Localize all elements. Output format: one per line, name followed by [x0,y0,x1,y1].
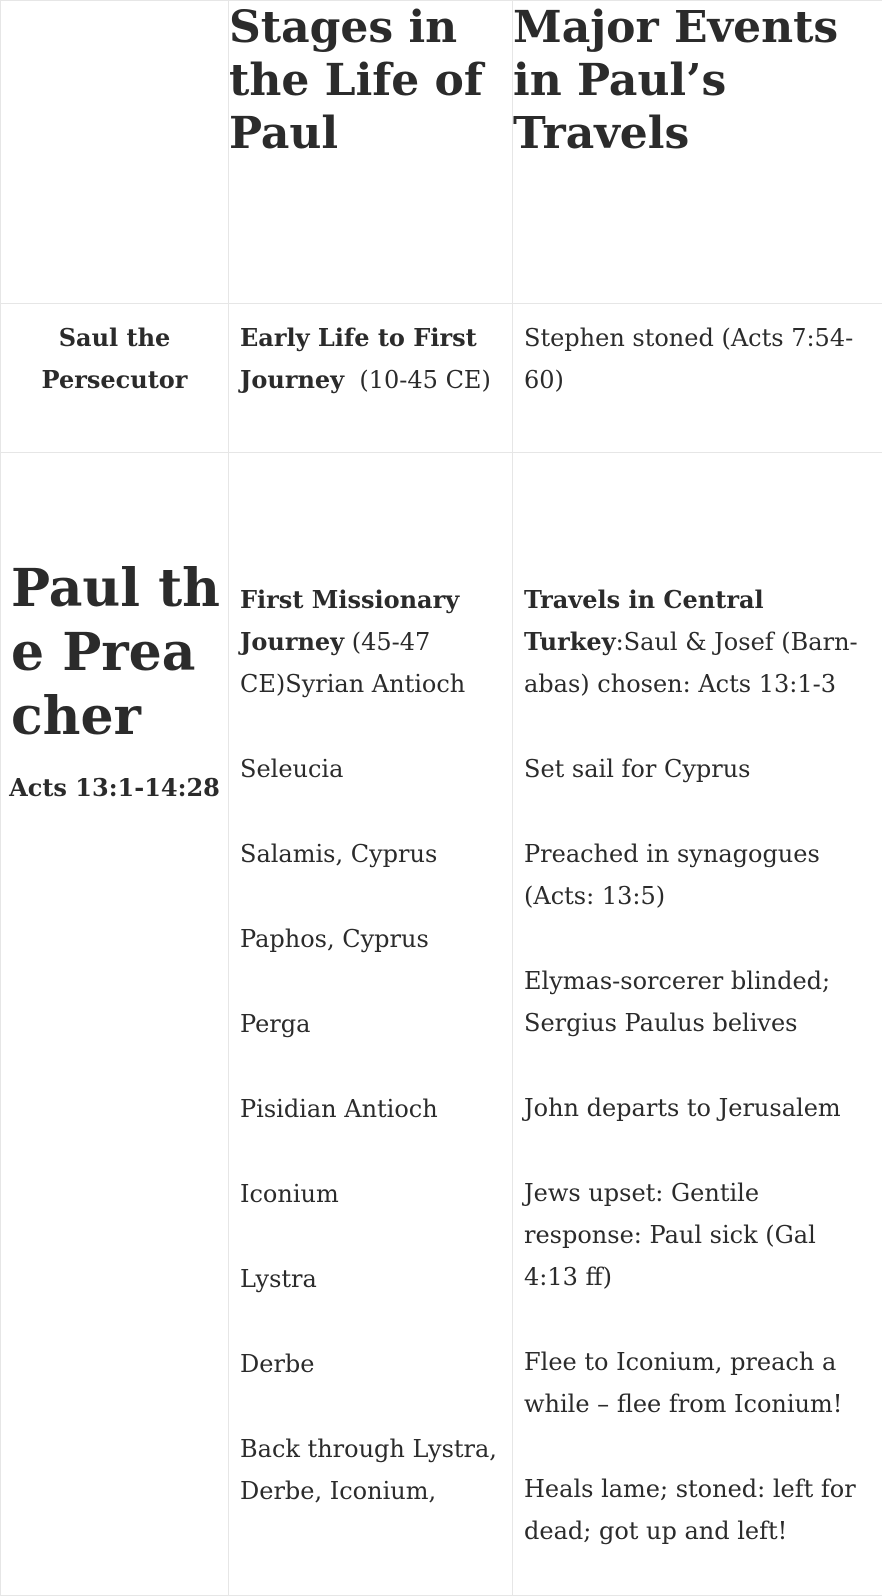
event-item: Heals lame; stoned: left for dead; got up and left! [524,1468,872,1552]
header-cell-stages [229,1,513,304]
paul-reference: Acts 13:1-14:28 [1,767,228,809]
header-row [1,1,882,304]
saul-stage-dates: (10-45 CE) [344,366,491,394]
saul-event: Stephen stoned (Acts 7:54-60) [513,304,882,401]
paul-stages-list [229,453,512,1512]
saul-label-line1: Saul the [59,323,171,352]
paul-stage-title: First Missionary Journey [240,585,459,656]
saul-stage [229,304,512,401]
paul-events-list [513,453,882,1552]
saul-row [1,304,882,453]
event-item: Flee to Iconium, preach a while – flee from Iconium! [524,1341,872,1425]
event-item: Preached in synagogues (Acts: 13:5) [524,833,872,917]
place-item: Iconium [240,1173,502,1215]
paul-event-title: Travels in Central Turkey [524,585,764,656]
event-item: Elymas-sorcerer blinded; Sergius Paulus belives [524,960,872,1044]
saul-stage-cell [229,304,513,453]
paul-events-cell [513,453,882,1596]
place-item: Seleucia [240,748,502,790]
paul-stage-first [240,579,502,705]
saul-event-cell [513,304,882,453]
paul-stages-cell [229,453,513,1596]
paul-event-first [524,579,872,705]
header-stages-title: Stages in the Life of Paul [229,1,512,160]
event-item: Jews upset: Gentile response: Paul sick (Gal 4:13 ff) [524,1172,872,1298]
saul-label-cell [1,304,229,453]
header-cell-empty [1,1,229,304]
place-item: Pisidian Antioch [240,1088,502,1130]
place-item: Lystra [240,1258,502,1300]
saul-stage-title: Early Life to First Journey [240,323,477,394]
saul-label [1,304,228,401]
event-item: John departs to Jerusalem [524,1087,872,1129]
place-item: Back through Lystra, Derbe, Iconium, [240,1428,502,1512]
header-cell-events [513,1,882,304]
paul-row [1,453,882,1596]
place-item: Paphos, Cyprus [240,918,502,960]
paul-stage-dates: (45-47 CE)Syrian Antioch [240,628,465,698]
paul-label-cell [1,453,229,1596]
place-item: Salamis, Cyprus [240,833,502,875]
place-item: Derbe [240,1343,502,1385]
event-item: Set sail for Cyprus [524,748,872,790]
paul-label: Paul the Preacher [1,453,228,749]
place-item: Perga [240,1003,502,1045]
header-events-title: Major Events in Paul’s Travels [513,1,882,160]
paul-event-detail: :Saul & Josef (Barn-abas) chosen: Acts 13:1-3 [524,628,858,698]
saul-label-line2: Persecutor [42,365,188,394]
